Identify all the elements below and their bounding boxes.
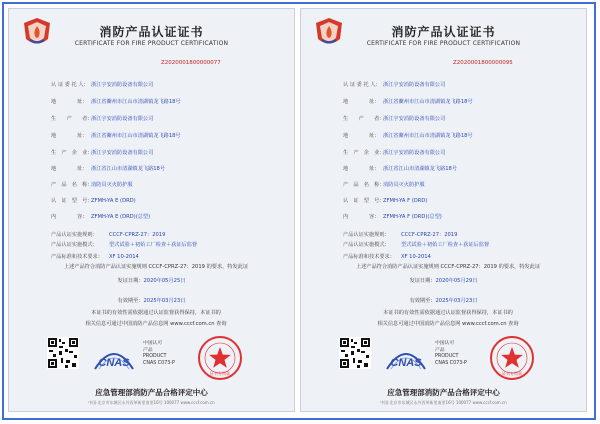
field-label: 产品认证实施规则： bbox=[51, 232, 98, 238]
field-label: 认 证 委 托 人： bbox=[343, 82, 381, 88]
issue-date-line bbox=[301, 277, 586, 284]
certificate-number bbox=[161, 60, 221, 66]
field-row bbox=[51, 98, 181, 105]
certification-seal bbox=[197, 335, 243, 381]
field-row bbox=[343, 165, 457, 172]
field-label: 地 址： bbox=[51, 166, 88, 172]
field-label: 地 址： bbox=[343, 133, 380, 139]
field-row bbox=[51, 132, 181, 139]
cnas-label: CNAS bbox=[390, 357, 422, 369]
field-value: XF 10-2014 bbox=[401, 254, 431, 260]
field-row bbox=[51, 81, 153, 88]
info-website-note: 相关信息可通过中国消防产品信息网 www.cccf.com.cn 查询 bbox=[85, 321, 227, 327]
field-row bbox=[343, 231, 457, 238]
field-label: 生 产 者： bbox=[343, 116, 385, 122]
issuing-organization: 应急管理部消防产品合格评定中心 bbox=[387, 388, 500, 397]
field-label: 认 证 委 托 人： bbox=[51, 82, 89, 88]
conformity-statement: 上述产品符合消防产品认证实施规则 CCCF-CPRZ-27：2019 的要求，特发此证 bbox=[355, 264, 541, 270]
field-row bbox=[343, 132, 473, 139]
validity-note: 本证书的有效性需依据通过认证监督获得保持，本证书的 bbox=[91, 310, 221, 316]
field-value: 浙江省衢州市江山市清湖镇龙飞路18号 bbox=[91, 133, 181, 139]
field-value: 浙江省衢州市江山市清湖镇龙飞路18号 bbox=[383, 99, 473, 105]
field-value: 浙江宇安消防设备有限公司 bbox=[91, 82, 154, 88]
field-label: 产品标准和技术要求： bbox=[51, 254, 103, 260]
validity-label: 有效期至： bbox=[117, 298, 144, 304]
accreditation-line: PRODUCT bbox=[435, 354, 459, 359]
seal-label: 证书专用章 bbox=[210, 371, 230, 376]
certificate-2 bbox=[300, 8, 587, 412]
field-label: 产品认证实施规则： bbox=[343, 232, 390, 238]
info-website-note: 相关信息可通过中国消防产品信息网 www.cccf.com.cn 查询 bbox=[377, 321, 519, 327]
field-row bbox=[51, 253, 139, 260]
field-value: 浙江省衢州市江山市清湖镇龙飞路18号 bbox=[383, 133, 473, 139]
field-row bbox=[343, 253, 431, 260]
conformity-statement: 上述产品符合消防产品认证实施规则 CCCF-CPRZ-27：2019 的要求，特发此证 bbox=[63, 264, 249, 270]
organization-address: 中国·北京市东城区永外西革新里南里16号 100077 www.cccf.com.cn bbox=[88, 400, 215, 405]
accreditation-line: CNAS C073-P bbox=[435, 360, 467, 366]
validity-line bbox=[9, 297, 294, 304]
field-value: 型式试验＋初始工厂检查＋获证后监督 bbox=[401, 242, 490, 248]
field-value: 浙江省江山市清湖镇龙飞路18号 bbox=[91, 166, 166, 172]
field-row bbox=[343, 197, 427, 204]
seal-label: 证书专用章 bbox=[502, 371, 522, 376]
certificate-subtitle: CERTIFICATE FOR FIRE PRODUCT CERTIFICATION bbox=[366, 40, 521, 47]
field-row bbox=[343, 213, 442, 220]
certificate-number-value: Z2020001800000077 bbox=[161, 60, 221, 66]
field-row bbox=[343, 241, 489, 248]
field-label: 产 品 名 称： bbox=[51, 182, 93, 188]
qr-code-icon bbox=[47, 337, 79, 369]
accreditation-line: PRODUCT bbox=[143, 354, 167, 359]
validity-value: 2025年03月23日 bbox=[435, 298, 478, 304]
field-row bbox=[343, 81, 445, 88]
field-row bbox=[51, 149, 153, 156]
certificate-title: 消防产品认证证书 bbox=[99, 25, 204, 39]
field-row bbox=[51, 115, 153, 122]
qr-code-icon bbox=[339, 337, 371, 369]
accreditation-text bbox=[435, 341, 467, 367]
accreditation-line: 中国认可 bbox=[143, 341, 163, 346]
certificate-subtitle: CERTIFICATE FOR FIRE PRODUCT CERTIFICATION bbox=[74, 40, 229, 47]
field-value: XF 10-2014 bbox=[109, 254, 139, 260]
accreditation-line: 产品 bbox=[435, 347, 445, 353]
field-value: 浙江宇安消防设备有限公司 bbox=[91, 116, 154, 122]
field-value: 消防员灭火防护服 bbox=[383, 182, 425, 188]
field-value: CCCF-CPRZ-27：2019 bbox=[109, 232, 166, 238]
field-row bbox=[51, 241, 197, 248]
issuing-organization: 应急管理部消防产品合格评定中心 bbox=[95, 388, 208, 397]
field-row bbox=[343, 181, 425, 188]
validity-note: 本证书的有效性需依据通过认证监督获得保持，本证书的 bbox=[383, 310, 513, 316]
field-label: 内 容： bbox=[343, 214, 380, 220]
field-row bbox=[343, 149, 445, 156]
field-label: 地 址： bbox=[343, 166, 380, 172]
issue-date-label: 发证日期： bbox=[409, 278, 436, 284]
certificate-1 bbox=[8, 8, 295, 412]
field-row bbox=[51, 231, 165, 238]
field-label: 认 证 型 号： bbox=[343, 198, 385, 204]
field-label: 地 址： bbox=[51, 133, 88, 139]
field-label: 地 址： bbox=[51, 99, 88, 105]
cnas-logo-icon bbox=[93, 345, 135, 373]
field-value: 浙江宇安消防设备有限公司 bbox=[383, 116, 446, 122]
validity-line bbox=[301, 297, 586, 304]
field-label: 生 产 者： bbox=[51, 116, 93, 122]
field-row bbox=[343, 115, 445, 122]
issue-date-label: 发证日期： bbox=[117, 278, 144, 284]
field-value: 浙江宇安消防设备有限公司 bbox=[383, 150, 446, 156]
field-value: CCCF-CPRZ-27：2019 bbox=[401, 232, 458, 238]
field-label: 内 容： bbox=[51, 214, 88, 220]
cnas-label: CNAS bbox=[98, 357, 130, 369]
validity-label: 有效期至： bbox=[409, 298, 436, 304]
field-value: ZFMH-YA E (DRD)(总型) bbox=[91, 214, 151, 220]
field-value: ZFMH-YA F (DRD)(总型) bbox=[383, 214, 442, 220]
field-label: 认 证 型 号： bbox=[51, 198, 93, 204]
issue-date-value: 2020年05月25日 bbox=[143, 278, 186, 284]
accreditation-line: 产品 bbox=[143, 347, 153, 353]
accreditation-text bbox=[143, 341, 175, 367]
field-value: ZFMH-YA E (DRD) bbox=[91, 198, 136, 204]
field-row bbox=[343, 98, 473, 105]
field-value: 浙江宇安消防设备有限公司 bbox=[383, 82, 446, 88]
certificate-title: 消防产品认证证书 bbox=[391, 25, 496, 39]
accreditation-line: 中国认可 bbox=[435, 341, 455, 346]
issue-date-value: 2020年05月29日 bbox=[435, 278, 478, 284]
field-row bbox=[51, 165, 165, 172]
field-label: 生 产 企 业： bbox=[343, 150, 385, 156]
certificate-number-value: Z2020001800000095 bbox=[453, 60, 513, 66]
organization-address: 中国·北京市东城区永外西革新里南里16号 100077 www.cccf.com.cn bbox=[380, 400, 507, 405]
field-value: ZFMH-YA F (DRD) bbox=[383, 198, 428, 204]
validity-value: 2025年03月23日 bbox=[143, 298, 186, 304]
field-row bbox=[51, 197, 136, 204]
field-label: 产品认证实施模式： bbox=[343, 242, 390, 248]
cnas-logo-icon bbox=[385, 345, 427, 373]
field-label: 产品标准和技术要求： bbox=[343, 254, 395, 260]
issue-date-line bbox=[9, 277, 294, 284]
certificate-number bbox=[453, 60, 513, 66]
certification-seal bbox=[489, 335, 535, 381]
field-value: 浙江宇安消防设备有限公司 bbox=[91, 150, 154, 156]
field-value: 型式试验＋初始工厂检查＋获证后监督 bbox=[109, 242, 198, 248]
field-label: 产 品 名 称： bbox=[343, 182, 385, 188]
field-row bbox=[51, 181, 133, 188]
field-value: 浙江省衢州市江山市清湖镇龙飞路18号 bbox=[91, 99, 181, 105]
accreditation-line: CNAS C073-P bbox=[143, 360, 175, 366]
field-row bbox=[51, 213, 150, 220]
field-value: 消防员灭火防护服 bbox=[91, 182, 133, 188]
field-label: 地 址： bbox=[343, 99, 380, 105]
field-value: 浙江省江山市清湖镇龙飞路18号 bbox=[383, 166, 458, 172]
field-label: 产品认证实施模式： bbox=[51, 242, 98, 248]
field-label: 生 产 企 业： bbox=[51, 150, 93, 156]
